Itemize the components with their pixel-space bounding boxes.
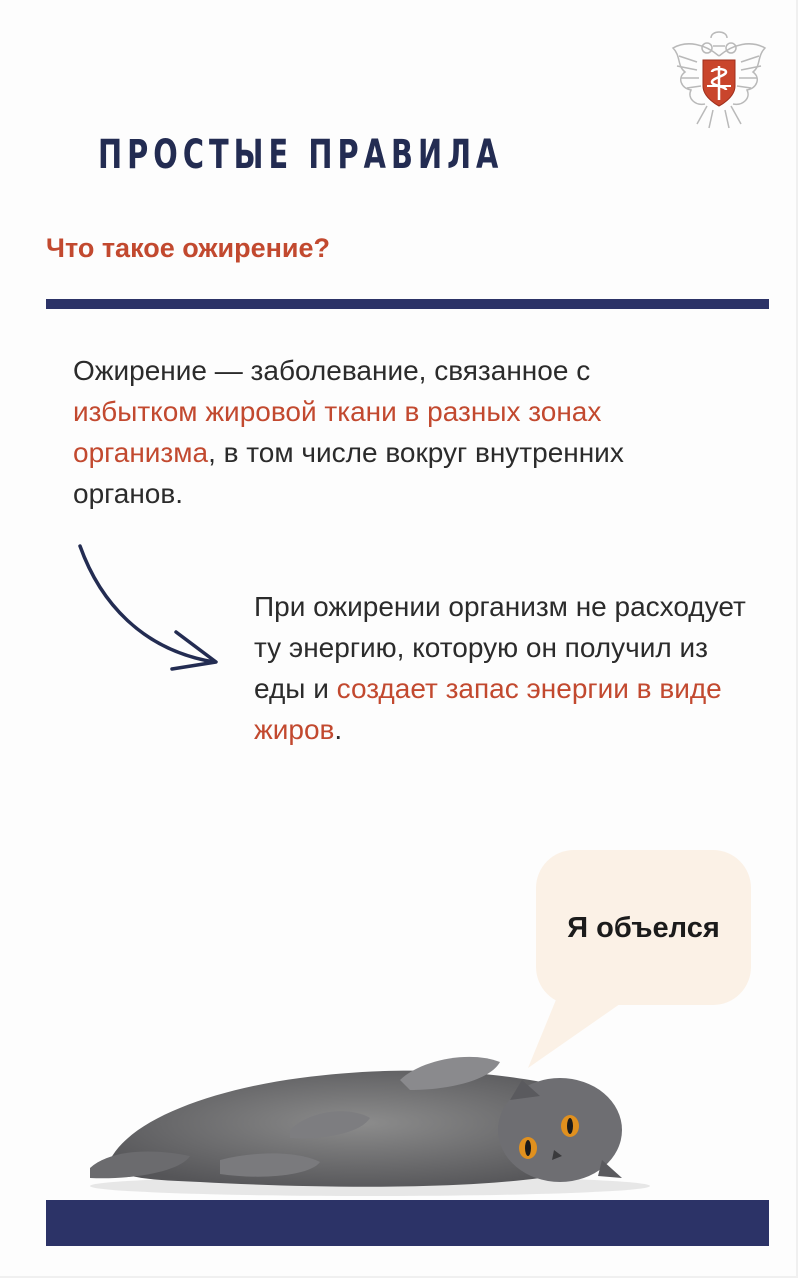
speech-bubble-tail (520, 990, 640, 1070)
highlight-text: избытком жировой ткани в разных зонах организма (73, 396, 602, 468)
definition-paragraph (73, 350, 713, 514)
paragraph-text: , в том числе вокруг внутренних органов. (73, 437, 624, 509)
ministry-emblem-icon (667, 26, 771, 134)
page-title: ПРОСТЫЕ ПРАВИЛА (98, 132, 504, 178)
highlight-text: создает запас энергии в виде жиров (254, 673, 722, 745)
divider-top (46, 299, 769, 309)
speech-bubble-text: Я объелся (567, 912, 720, 944)
footer-bar (46, 1200, 769, 1246)
paragraph-text: . (334, 714, 343, 745)
section-question: Что такое ожирение? (46, 233, 331, 263)
explanation-paragraph (254, 586, 754, 750)
paragraph-text: Ожирение — заболевание, связанное с (73, 355, 591, 386)
curved-arrow-icon (72, 542, 232, 677)
paragraph-text: При ожирении организм не расходует ту энергию, которую он получил из еды и (254, 591, 746, 704)
